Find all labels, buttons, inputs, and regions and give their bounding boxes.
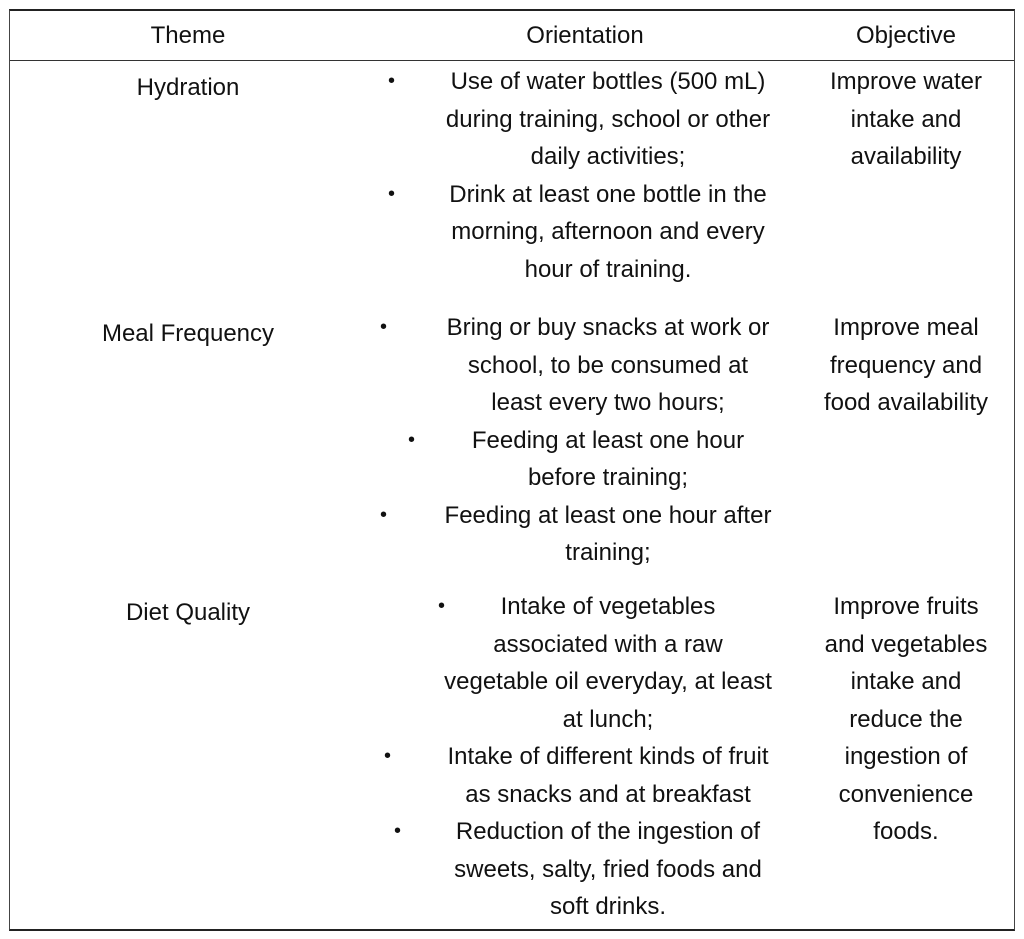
- bullet-line: least every two hours;: [491, 389, 725, 416]
- bullet-line: soft drinks.: [549, 893, 667, 920]
- objective-cell: [806, 588, 1006, 851]
- bullet-line: Feeding at least one hour after: [444, 501, 772, 529]
- bullet-line: sweets, salty, fried foods and: [454, 855, 762, 883]
- objective-line: Improve fruits: [833, 593, 979, 620]
- theme-cell: Diet Quality: [125, 599, 251, 626]
- objective-line: food availability: [823, 389, 989, 416]
- objective-cell: [806, 63, 1006, 176]
- bullet-item: [366, 497, 804, 572]
- bullet-line: daily activities;: [530, 143, 686, 170]
- bullet-item: [366, 588, 804, 738]
- bullet-icon: •: [438, 595, 446, 617]
- orientation-cell: [366, 63, 804, 288]
- objective-line: frequency and: [829, 351, 983, 379]
- objective-line: Improve water: [829, 68, 983, 95]
- bullet-icon: •: [388, 182, 396, 205]
- objective-line: and vegetables: [824, 630, 988, 658]
- objective-line: foods.: [873, 818, 939, 845]
- bullet-line: Drink at least one bottle in the: [449, 180, 767, 208]
- objective-line: reduce the: [849, 705, 963, 733]
- bullet-line: Use of water bottles (500 mL): [450, 68, 766, 95]
- bullet-line: Intake of different kinds of fruit: [447, 743, 769, 770]
- orientation-cell: [366, 588, 804, 926]
- bullet-icon: •: [388, 70, 396, 92]
- bullet-icon: •: [394, 820, 402, 842]
- intervention-table: [9, 9, 1015, 931]
- header-theme: Theme: [150, 22, 226, 49]
- bullet-line: hour of training.: [524, 255, 692, 283]
- table-header: [10, 11, 1014, 61]
- bullet-line: Intake of vegetables: [500, 593, 716, 620]
- header-objective: Objective: [855, 22, 957, 49]
- bullet-line: as snacks and at breakfast: [465, 780, 751, 808]
- orientation-cell: [366, 309, 804, 572]
- header-orientation: Orientation: [526, 22, 644, 49]
- bullet-item: [366, 813, 804, 926]
- bullet-line: vegetable oil everyday, at least: [444, 668, 772, 695]
- bullet-icon: •: [384, 745, 392, 767]
- objective-line: convenience: [838, 780, 974, 808]
- theme-cell: Meal Frequency: [101, 320, 275, 347]
- objective-line: availability: [850, 143, 962, 170]
- objective-line: ingestion of: [844, 743, 968, 770]
- bullet-item: [366, 309, 804, 422]
- objective-cell: [806, 309, 1006, 422]
- theme-cell: Hydration: [136, 74, 240, 101]
- bullet-line: training;: [565, 539, 651, 566]
- bullet-line: Reduction of the ingestion of: [455, 818, 761, 845]
- bullet-item: [366, 422, 804, 497]
- bullet-item: [366, 738, 804, 813]
- bullet-line: school, to be consumed at: [467, 351, 749, 379]
- bullet-line: Bring or buy snacks at work or: [446, 314, 770, 341]
- objective-line: intake and: [850, 668, 962, 695]
- bullet-icon: •: [408, 428, 416, 451]
- bullet-line: morning, afternoon and every: [451, 218, 765, 245]
- bullet-line: at lunch;: [562, 705, 654, 733]
- bullet-icon: •: [380, 316, 388, 338]
- bullet-item: [366, 176, 804, 289]
- objective-line: Improve meal: [833, 314, 979, 341]
- bullet-line: during training, school or other: [445, 105, 771, 133]
- bullet-icon: •: [380, 503, 388, 526]
- bullet-line: associated with a raw: [493, 630, 723, 658]
- bullet-item: [366, 63, 804, 176]
- bullet-line: before training;: [527, 464, 689, 491]
- objective-line: intake and: [850, 105, 962, 133]
- bullet-line: Feeding at least one hour: [471, 426, 745, 454]
